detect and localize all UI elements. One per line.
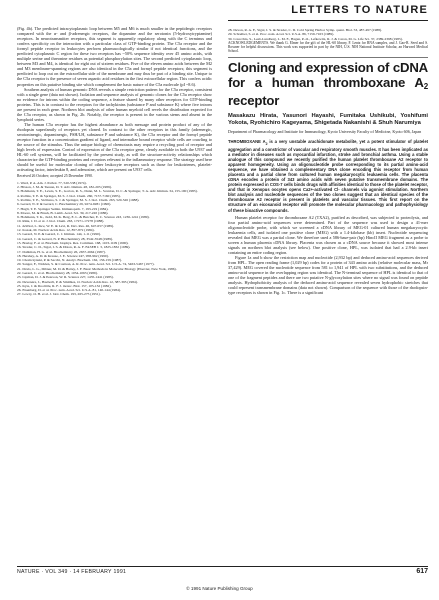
reference-item: 13. Gerard, N. P. & Gerard, C. J. Immun. 144, 1-11 (1990). <box>17 232 101 237</box>
journal-info: NATURE · VOL 349 · 14 FEBRUARY 1991 <box>17 569 127 575</box>
reference-item: 17. Dohlman, H. G. et al. Biochemistry 26, 2657-2664 (1987). <box>17 249 106 254</box>
reference-item: 14. Gerard, C. & Gerard, N. P. Biochemistry 28, 3542-3548 (1989). <box>17 236 113 241</box>
reference-item: 8. Moore, M. & Brash, B. Lamb. Acad. Sci. 39, 217-220 (1986). <box>17 210 109 215</box>
body-paragraph: The human C5a receptor has the highest abundance as both message and protein product of any of the rhodopsin superfamily of receptors yet cloned. In contrast to the other receptors in this family (adrenergic, serotoninergic, dopaminergic, FSH/LH, substance P and substance K), the C5a receptor and the formyl peptide receptor function in a concentration gradient of ligand, and internalize bound receptor while cells are crawling to the source of the stimulus. Thus the unique biology of chemotaxis may require a recycling pool of receptor and high levels of expression. Control of expression of the C5a receptor gene, clearly available in both the U937 and HL-60 cell systems, will be facilitated by the present study, as will the structure-activity relationships which characterize the GTP-binding proteins and receptors relevant to the inflammatory response. The strategy used here should be useful for molecular cloning of other leukocyte receptors such as those for leukotrienes, platelet-activating factor, interleukin 8, and adenosine, which are present on U937 cells. <box>17 121 212 173</box>
reference-item: 9. Hohmann, T. K., Judd, M. K. Berg, E. L. & Butcher, E. C. Science 243, 1236-1241 (1989). <box>17 215 150 220</box>
title-subscript: 2 <box>423 81 428 91</box>
author-list: Masakazu Hirata, Yasunori Hayashi, Fumitaka Ushikubi, Yoshifumi Yokota, Ryohichiro Kageyama, Shigetada Nakanishi & Shuh Narumiya <box>228 113 428 127</box>
divider <box>228 57 428 58</box>
abstract-text: is a very unstable arachidonate metabolite, yet a potent stimulator of platelet aggregation and a constrictor of vascular and respiratory smooth muscles. It has been implicated as a mediator in diseases such as myocardial infarction, stroke and bronchial asthma. Using a stable analogue of this compound we recently purified the human platelet thromboxane A2 receptor to apparent homogeneity. Using an oligonucleotide probe corresponding to its partial amino-acid sequence, we have obtained a complementary DNA clone encoding this receptor from human placenta and a partial clone from cultured human megakaryocytic leukaemia cells. The placenta cDNA encodes a protein of 343 amino acids with seven putative transmembrane domains. The protein expressed in COS-7 cells binds drugs with affinities identical to those of the platelet receptor, and that in Xenopus oocytes opens Ca2+-activated Cl- channels via agonist stimulation. Northern blot analysis and nucleotide sequences of the two clones suggest that an identical species of the thromboxane A2 receptor is present in platelets and vascular tissues. This first report on the structure of an eicosanoid receptor will promote the molecular pharmacology and pathophysiology of these bioactive compounds. <box>228 139 428 213</box>
reference-item: 20. Sanger, F., Nicklen, S. & Coulson, A. R. Proc. natn. Acad. Sci. U.S.A. 74, 5463-5467 (1977). <box>17 262 155 267</box>
abstract <box>228 139 428 212</box>
reference-item: 30. Cotecchia, S., Leeb-Lundberg, L. M. F., Hagen, P.-O., Lefkowitz, R. J. & Caron, M. G. Life Sci. 37, 2389-2398 (1985). <box>228 36 403 41</box>
reference-list <box>17 181 212 297</box>
page-footer <box>17 566 428 577</box>
reference-item: 22. Gerard, C. et al. Biochemistry 28, 1054-1063 (1989). <box>17 271 98 275</box>
copyright-notice: © 1991 Nature Publishing Group <box>186 586 253 591</box>
reference-item: 1. Ward, P. A. Am. J. Pathol. 77, 520-538 (1974). <box>17 180 87 185</box>
reference-item: 21. Davis, L. G., Dibner, M. D. & Battey, J. F. Basic Methods in Molecular Biology (Elsevier, New York, 1986). <box>17 266 177 271</box>
reference-item: 24. Devereux, J., Haeberli, P. & Smithies, O. Nucleic Acids Res. 12, 387-395 (1984). <box>17 279 138 284</box>
reference-item: 23. Lipman, D. J. & Pearson, W. R. Science 227, 1435-1441 (1985). <box>17 275 114 280</box>
body-paragraph: Figure 1a and b show the restriction map and nucleotide (2,932 bp) and deduced amino-acid sequences derived from HPL. The open reading frame (1,029 bp) codes for a protein of 343 amino acids (relative molecular mass, Mr 37,429). MEG covered the nucleotide sequence from 581 to 1,941 of HPL with two substitutions, and the deduced amino-acid sequence in the overlapping region was identical. The N-terminal sequence of HPL is identical to that of one of the fragment peptides and there are two putative N-glycosylation sites where no signal was found on peptide analysis. Hydrophobicity analysis of the deduced amino-acid sequence revealed seven hydrophobic stretches that could represent transmembrane domains (data not shown). Comparison of the sequence with those of the rhodopsin-type receptors is shown in Fig. 1c. There is a significant <box>228 254 428 296</box>
acknowledgements: ACKNOWLEDGEMENTS. We thank G. Elmer for the gift of the HL-60 library, F. Lentz for RNA samples, and J. Gao-R. Seed and S. Rossner for helpful discussions. This work was supported in part by the NIH, U.S. NIH National Institute Scholar, an Harvard Medical School. <box>228 40 428 54</box>
running-header <box>228 6 428 21</box>
received-note: Received 26 October; accepted 25 December 1990. <box>17 174 93 179</box>
section-label: LETTERS TO NATURE <box>291 4 428 16</box>
reference-item: 11. deWaal, L. Ince, W. E. & Levi, R. Dev. Res. 46, 647-657 (1989). <box>17 223 114 228</box>
reference-item: 3. Hohmann, T. E., Lewis, S. E., Gorton, R. S., Dunn, M. L. Scanlon, D. C. & Springer, T. A. Adv. Immun. 34, 155-190 (1983). <box>17 189 198 194</box>
reference-item: 4. Rollins, T. E. & Springer, M. S. J. biol. Chem. 260, 7157-7160 (1985). <box>17 193 121 198</box>
body-paragraph: Human platelet receptor for thromboxane A2 (TXA2), purified as described, was subjected to proteolysis, and four partial amino-acid sequences were determined. Part of the sequence was used to design a 41-mer oligonucleotide probe, with which we screened a cDNA library of MEG-01 cultured human megakaryocytic leukaemia cells, and isolated one positive clone (MEG) with a 1.4-kilobase (kb) insert. Nucleotide sequencing revealed that MEG was a partial clone. We therefore used a 586-base-pair (bp) HincII MEG fragment as a probe to screen a human placenta cDNA library. Placenta was chosen as a cDNA source because it showed most intense signals on northern blot analysis (see below). One positive clone, HPL, was isolated that had a 2.9-kb insert containing an entire coding region. <box>228 214 428 255</box>
abstract-lead: THROMBOXANE A <box>228 139 266 145</box>
article-title <box>228 61 428 109</box>
reference-item: 19. Chomczynski, P. & Sacchi, N. Analyt. Biochem. 162, 156-159 (1987). <box>17 258 123 263</box>
title-end: receptor <box>228 93 280 109</box>
reference-list-continued <box>228 28 428 41</box>
reference-item: 6. Gerard, N. P. & Gerard, C. Biochemistry 29, 9274-9281 (1990). <box>17 202 112 207</box>
left-column <box>17 26 212 561</box>
right-column <box>228 26 428 561</box>
reference-item: 18. Hershey, A. D. & Krause, J. E. Science 247, 958-962 (1990). <box>17 253 109 258</box>
reference-item: 15. Boulay, F. et al. Biochem. biophys. Res. Commun. 168, 1103-1109 (1990). <box>17 240 129 245</box>
reference-item: 5. Rollins, T. E., Siciliano, S. J. & Springer, M. S. J. biol. Chem. 263, 520-526 (1988). <box>17 197 140 202</box>
reference-item: 28. Devon, R. A. F., Sigal, I. S. & Strader, C. D. Cold Spring Harbor Symp. quant. Biol. 53, 487-497 (1988). <box>228 28 382 32</box>
abstract-lead-subscript: 2 <box>265 141 268 146</box>
reference-item: 10. Rink, J. D. et al. J. biol. Chem. 263, 17271-17278 (1988). <box>17 219 105 224</box>
reference-item: 16. Strader, C. D., Sigal, I. S. & Dixon, R. A. F. FASEB J. 3, 1825-1832 (1989). <box>17 245 131 250</box>
reference-item: 12. Kozak, M. Nucleic Acids Res. 12, 857-872 (1984). <box>17 228 95 233</box>
reference-item: 2. Hixson, J. M. & Tseuan, D. T. Adv. Immun. 48, 182-203 (1989). <box>17 185 112 190</box>
page-number: 617 <box>416 568 428 575</box>
affiliation: Department of Pharmacology and Institute for Immunology, Kyoto University Faculty of Medicine, Kyoto 606, Japan <box>228 129 422 135</box>
body-paragraph: Southern analysis of human genomic DNA reveals a simple restriction pattern for the C5a receptor, consistent with a single gene (data not shown). Isolation and sequence analysis of genomic clones for the C5a receptor show no evidence for introns within the coding sequence, a feature shared by many other receptors for GTP-binding proteins. This is in contrast to the receptors for the tachykinins (substance P and substance K) where five introns are present in each gene. Northern blot analysis of other human myeloid cell revels the distribution expected for the C5a receptor, as shown in Fig. 2b. Notably, the receptor is present in the various stems and absent in the lymphoid series. <box>17 86 212 122</box>
reference-item: 29. Schreiber, S. et al. Proc. natn. Acad. Sci. U.S.A. 86, 7159-7163 (1989). <box>228 32 335 37</box>
reference-item: 25. Kyte, J. & Doolittle, R. F. J. molec. Biol. 157, 105-132 (1982). <box>17 283 112 288</box>
title-main: Cloning and expression of cDNA for a human thromboxane A <box>228 59 428 90</box>
body-paragraph: (Fig. 4b). The predicted intracytoplasmic loop between M5 and M6 is much smaller in the peptidergic receptors compared with the α- and β-adrenergic receptors, the dopamine and the serotonin (5-hydroxytryptamine) receptors. In neurotransmitter receptors, this segment is apparently regulatory along with the C terminus and confers specificity on the interaction with a particular class of GTP-binding protein. The C5a receptor and the formyl peptide receptor in leukocytes perform pharmacologically similar if not identical functions, and the predicted cytoplasmic C region for these two receptors has ~50% sequence identity over 45 amino acids, with multiple serine and threonine residues as potential phosphorylation sites. The second predicted cytoplasmic loop, between M3 and M4, is identical for eight out of sixteen residues. Five of the eleven amino acids between the M2 and M3 membrane-spanning regions are also identical in the C5a and formyl peptide receptors; this segment is predicted to loop out on the extracellular side of the membrane and may thus be part of a binding site. Unique to the C5a receptor is the presence of seven aspartic acid residues in the first extracellular region. This confers acidic properties on this putative binding site which complement the basic nature of the C5a molecule (pI ~8.6). <box>17 26 212 87</box>
reference-item: 7. Hugli, T. E. Springer Semin. Immunopath. 7, 193-219 (1984). <box>17 206 109 211</box>
reference-item: 27. Lowry, O. H. et al. J. biol. Chem. 193, 265-275 (1951). <box>17 292 101 297</box>
reference-item: 26. Eisenberg, D. et al. Proc. natn. Acad. Sci. U.S.A. 81, 140-144 (1984). <box>17 288 121 293</box>
